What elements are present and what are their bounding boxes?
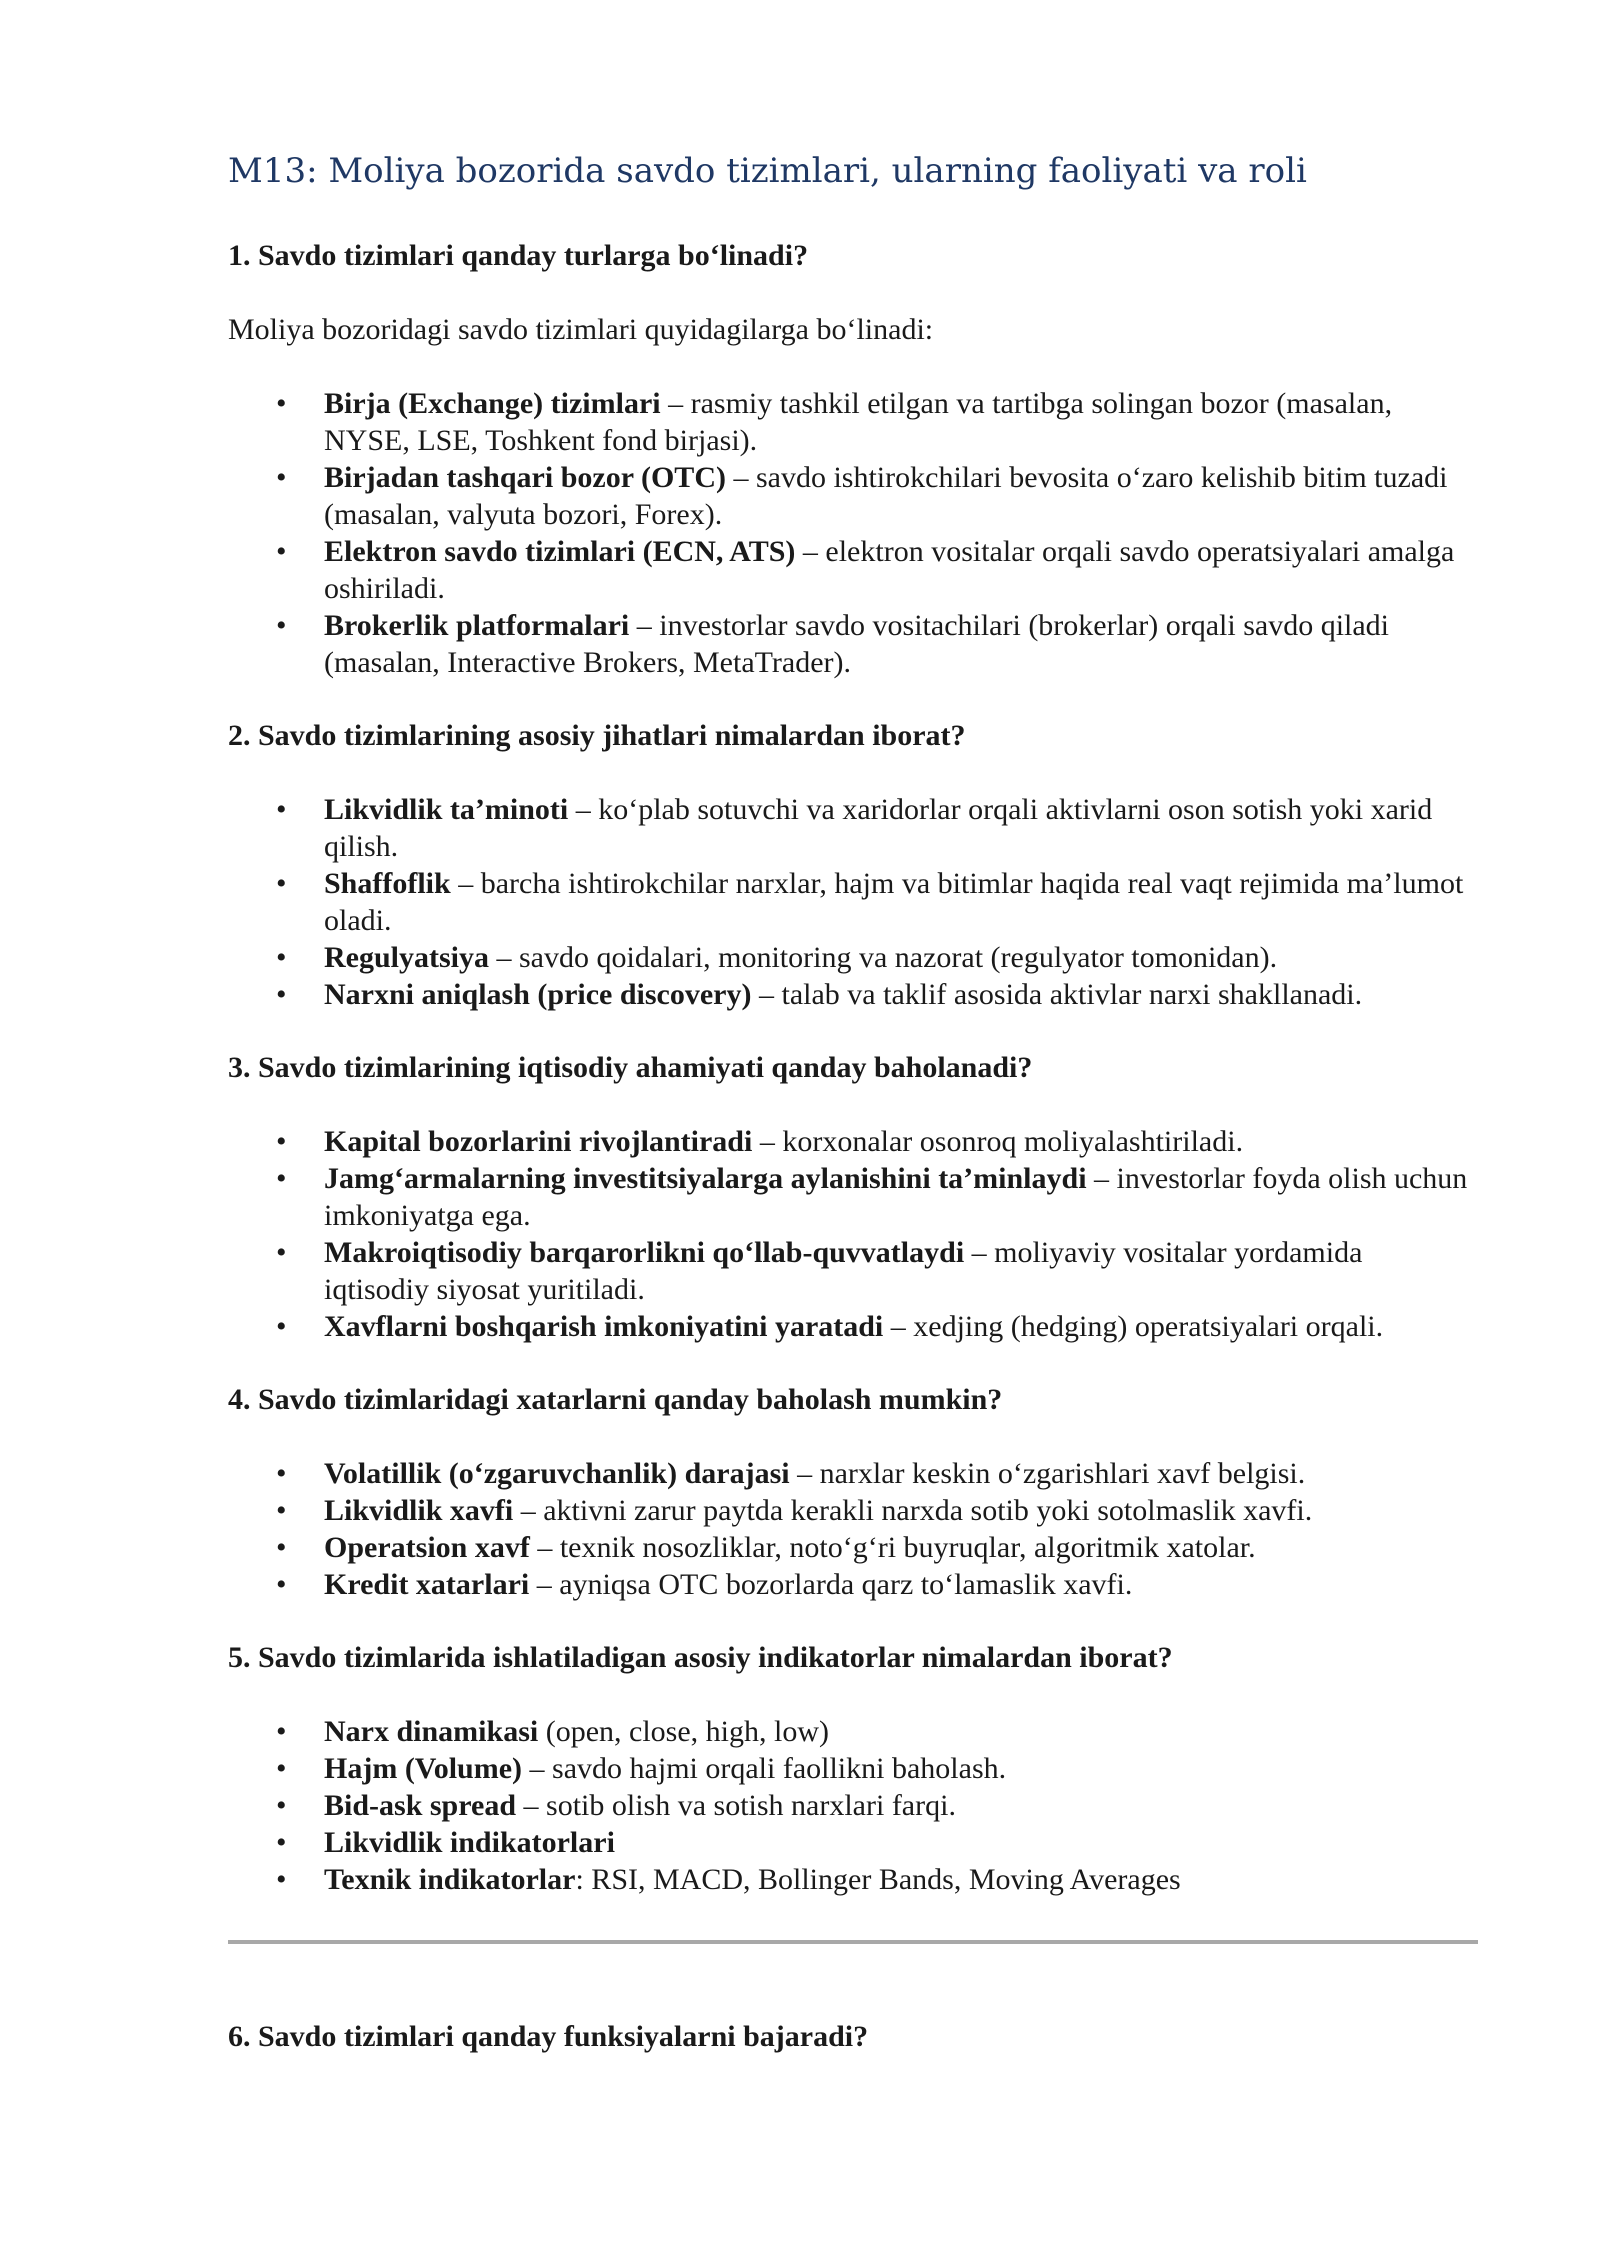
bullet-icon: • <box>276 1863 287 1896</box>
bullet-icon: • <box>276 793 287 826</box>
list-item <box>0 791 1472 865</box>
item-term: Birja (Exchange) tizimlari <box>324 387 661 420</box>
section-1-heading: 1. Savdo tizimlari qanday turlarga bo‘linadi? <box>228 239 809 272</box>
list-item <box>0 1455 1472 1492</box>
item-term: Elektron savdo tizimlari (ECN, ATS) <box>324 535 796 568</box>
bullet-icon: • <box>276 1162 287 1195</box>
item-term: Volatillik (o‘zgaruvchanlik) darajasi <box>324 1457 790 1490</box>
list-item <box>0 385 1472 459</box>
list-item <box>0 533 1472 607</box>
item-term: Bid-ask spread <box>324 1789 517 1822</box>
item-term: Brokerlik platformalari <box>324 609 630 642</box>
item-term: Operatsion xavf <box>324 1531 530 1564</box>
list-item <box>0 939 1472 976</box>
list-item <box>0 1861 1472 1898</box>
list-item <box>0 1713 1472 1750</box>
bullet-icon: • <box>276 1531 287 1564</box>
bullet-icon: • <box>276 1789 287 1822</box>
item-text: – savdo hajmi orqali faollikni baholash. <box>522 1752 1007 1785</box>
list-item <box>0 1787 1472 1824</box>
section-1-list <box>0 385 1600 681</box>
bullet-icon: • <box>276 609 287 642</box>
item-term: Shaffoflik <box>324 867 451 900</box>
section-5-heading: 5. Savdo tizimlarida ishlatiladigan asosiy indikatorlar nimalardan iborat? <box>228 1641 1173 1674</box>
item-term: Kapital bozorlarini rivojlantiradi <box>324 1125 753 1158</box>
section-2-list <box>0 791 1600 1013</box>
item-text: – xedjing (hedging) operatsiyalari orqali. <box>883 1310 1384 1343</box>
item-text: – elektron vositalar orqali savdo operatsiyalari amalga oshiriladi. <box>324 535 1455 605</box>
item-text: – moliyaviy vositalar yordamida iqtisodiy siyosat yuritiladi. <box>324 1236 1363 1306</box>
item-term: Regulyatsiya <box>324 941 489 974</box>
section-3-heading: 3. Savdo tizimlarining iqtisodiy ahamiyati qanday baholanadi? <box>228 1051 1033 1084</box>
item-text: – barcha ishtirokchilar narxlar, hajm va bitimlar haqida real vaqt rejimida ma’lumot oladi. <box>324 867 1464 937</box>
bullet-icon: • <box>276 1826 287 1859</box>
bullet-icon: • <box>276 1568 287 1601</box>
list-item <box>0 1160 1472 1234</box>
item-text: – sotib olish va sotish narxlari farqi. <box>516 1789 956 1822</box>
item-text: – talab va taklif asosida aktivlar narxi shakllanadi. <box>751 978 1363 1011</box>
list-item <box>0 607 1472 681</box>
section-2-heading: 2. Savdo tizimlarining asosiy jihatlari nimalardan iborat? <box>228 719 966 752</box>
item-text: – aktivni zarur paytda kerakli narxda sotib yoki sotolmaslik xavfi. <box>513 1494 1313 1527</box>
bullet-icon: • <box>276 461 287 494</box>
section-1-intro: Moliya bozoridagi savdo tizimlari quyidagilarga bo‘linadi: <box>228 313 934 346</box>
bullet-icon: • <box>276 1457 287 1490</box>
bullet-icon: • <box>276 1310 287 1343</box>
item-term: Likvidlik indikatorlari <box>324 1826 615 1859</box>
bullet-icon: • <box>276 1125 287 1158</box>
item-term: Texnik indikatorlar <box>324 1863 576 1896</box>
item-term: Kredit xatarlari <box>324 1568 530 1601</box>
item-term: Narx dinamikasi <box>324 1715 539 1748</box>
page-title: M13: Moliya bozorida savdo tizimlari, ularning faoliyati va roli <box>228 151 1307 191</box>
bullet-icon: • <box>276 867 287 900</box>
item-text: – texnik nosozliklar, noto‘g‘ri buyruqlar, algoritmik xatolar. <box>529 1531 1256 1564</box>
list-item <box>0 976 1472 1013</box>
item-term: Likvidlik xavfi <box>324 1494 514 1527</box>
bullet-icon: • <box>276 1752 287 1785</box>
list-item <box>0 865 1472 939</box>
list-item <box>0 1529 1472 1566</box>
bullet-icon: • <box>276 978 287 1011</box>
section-4-heading: 4. Savdo tizimlaridagi xatarlarni qanday baholash mumkin? <box>228 1383 1003 1416</box>
list-item <box>0 459 1472 533</box>
list-item <box>0 1234 1472 1308</box>
bullet-icon: • <box>276 941 287 974</box>
section-5-list <box>0 1713 1600 1898</box>
item-text: – ayniqsa OTC bozorlarda qarz to‘lamaslik xavfi. <box>529 1568 1133 1601</box>
bullet-icon: • <box>276 387 287 420</box>
item-term: Xavflarni boshqarish imkoniyatini yaratadi <box>324 1310 884 1343</box>
item-term: Jamg‘armalarning investitsiyalarga aylanishini ta’minlaydi <box>324 1162 1087 1195</box>
horizontal-divider <box>228 1940 1478 1944</box>
bullet-icon: • <box>276 1715 287 1748</box>
section-4-list <box>0 1455 1600 1603</box>
item-term: Likvidlik ta’minoti <box>324 793 569 826</box>
item-text: – ko‘plab sotuvchi va xaridorlar orqali aktivlarni oson sotish yoki xarid qilish. <box>324 793 1433 863</box>
section-6-heading: 6. Savdo tizimlari qanday funksiyalarni bajaradi? <box>228 2020 869 2053</box>
list-item <box>0 1750 1472 1787</box>
item-text: – investorlar foyda olish uchun imkoniyatga ega. <box>324 1162 1468 1232</box>
list-item <box>0 1824 1472 1861</box>
item-text: – korxonalar osonroq moliyalashtiriladi. <box>752 1125 1244 1158</box>
item-text: – savdo qoidalari, monitoring va nazorat (regulyator tomonidan). <box>489 941 1278 974</box>
item-text: (open, close, high, low) <box>538 1715 829 1748</box>
item-text: – rasmiy tashkil etilgan va tartibga solingan bozor (masalan, NYSE, LSE, Toshkent fond birjasi). <box>324 387 1393 457</box>
section-3-list <box>0 1123 1600 1345</box>
bullet-icon: • <box>276 1236 287 1269</box>
bullet-icon: • <box>276 1494 287 1527</box>
list-item <box>0 1566 1472 1603</box>
item-term: Hajm (Volume) <box>324 1752 523 1785</box>
list-item <box>0 1308 1472 1345</box>
item-term: Birjadan tashqari bozor (OTC) <box>324 461 726 494</box>
bullet-icon: • <box>276 535 287 568</box>
item-text: – savdo ishtirokchilari bevosita o‘zaro kelishib bitim tuzadi (masalan, valyuta bozori, Forex). <box>324 461 1448 531</box>
item-term: Makroiqtisodiy barqarorlikni qo‘llab-quvvatlaydi <box>324 1236 965 1269</box>
list-item <box>0 1123 1472 1160</box>
item-text: : RSI, MACD, Bollinger Bands, Moving Averages <box>575 1863 1181 1896</box>
item-text: – narxlar keskin o‘zgarishlari xavf belgisi. <box>789 1457 1306 1490</box>
item-term: Narxni aniqlash (price discovery) <box>324 978 752 1011</box>
list-item <box>0 1492 1472 1529</box>
item-text: – investorlar savdo vositachilari (brokerlar) orqali savdo qiladi (masalan, Interactive Brokers, MetaTrader). <box>324 609 1390 679</box>
